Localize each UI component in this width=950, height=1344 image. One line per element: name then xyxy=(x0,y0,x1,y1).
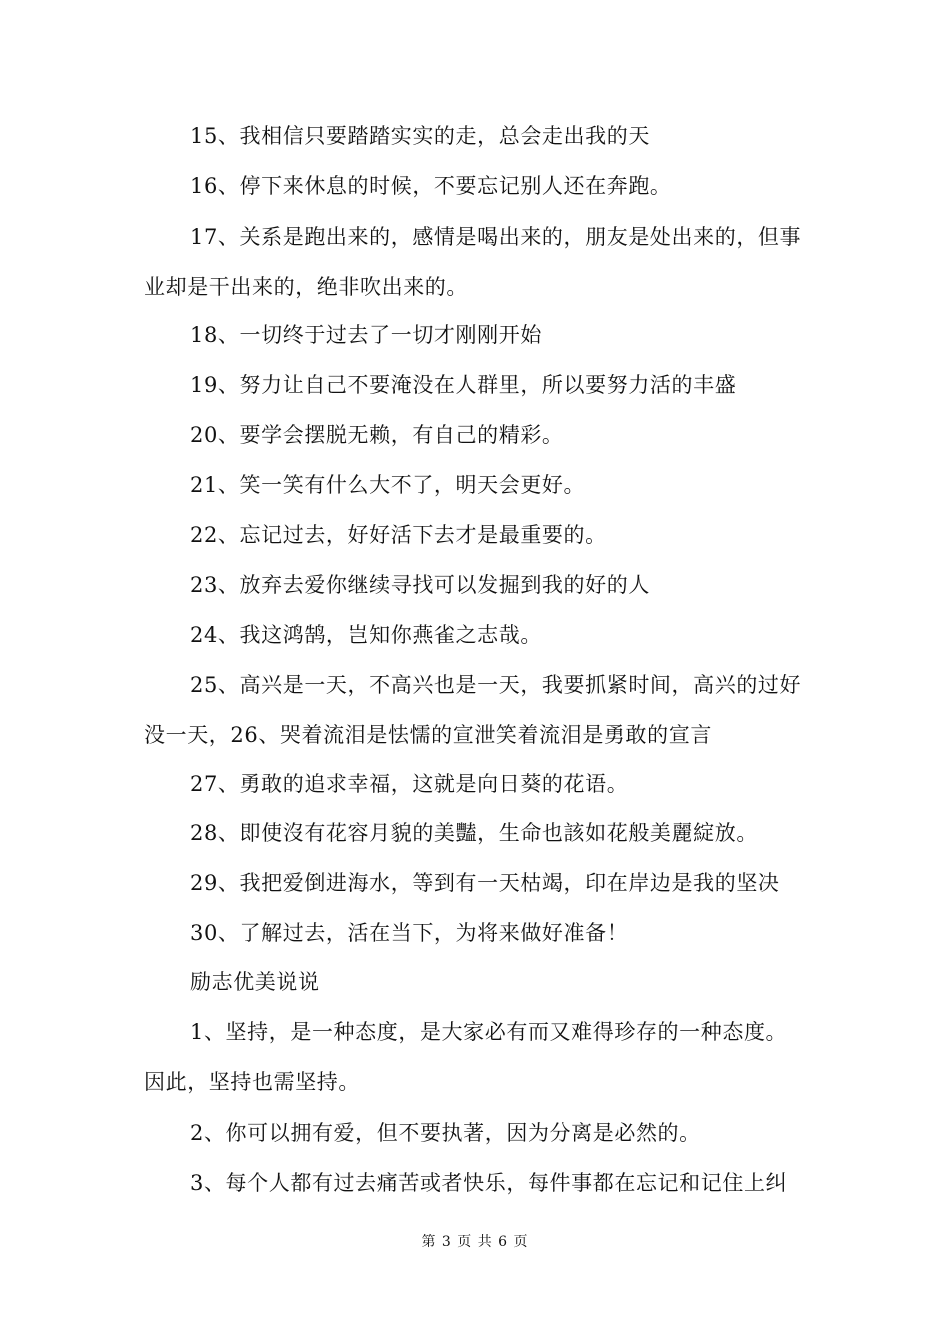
text-line-18: 18、一切终于过去了一切才刚刚开始 xyxy=(190,323,542,347)
text-line-24: 24、我这鸿鹄，岂知你燕雀之志哉。 xyxy=(190,623,542,647)
text-line-27: 27、勇敢的追求幸福，这就是向日葵的花语。 xyxy=(190,772,629,796)
section-heading: 励志优美说说 xyxy=(190,970,320,994)
text-line-19: 19、努力让自己不要淹没在人群里，所以要努力活的丰盛 xyxy=(190,373,737,397)
text-line-16: 16、停下来休息的时候，不要忘记别人还在奔跑。 xyxy=(190,174,672,198)
text-line-25-end: 没一天，26、哭着流泪是怯懦的宣泄笑着流泪是勇敢的宣言 xyxy=(144,723,712,747)
text-line-20: 20、要学会摆脱无赖，有自己的精彩。 xyxy=(190,423,564,447)
text-line-25-start: 25、高兴是一天，不高兴也是一天，我要抓紧时间，高兴的过好 xyxy=(190,673,802,697)
text-line-15: 15、我相信只要踏踏实实的走，总会走出我的天 xyxy=(190,124,650,148)
text-line-23: 23、放弃去爱你继续寻找可以发掘到我的好的人 xyxy=(190,573,650,597)
page-number-footer: 第 3 页 共 6 页 xyxy=(421,1234,529,1250)
text-line-21: 21、笑一笑有什么大不了，明天会更好。 xyxy=(190,473,586,497)
text-line-1-start: 1、坚持，是一种态度，是大家必有而又难得珍存的一种态度。 xyxy=(190,1020,788,1044)
text-line-28: 28、即使沒有花容月貌的美豔，生命也該如花般美麗綻放。 xyxy=(190,821,758,845)
text-line-1-end: 因此，坚持也需坚持。 xyxy=(144,1070,360,1094)
text-line-17-end: 业却是干出来的，绝非吹出来的。 xyxy=(144,275,468,299)
text-line-3: 3、每个人都有过去痛苦或者快乐，每件事都在忘记和记住上纠 xyxy=(190,1171,788,1195)
text-line-22: 22、忘记过去，好好活下去才是最重要的。 xyxy=(190,523,607,547)
text-line-2: 2、你可以拥有爱，但不要执著，因为分离是必然的。 xyxy=(190,1121,701,1145)
text-line-29: 29、我把爱倒进海水，等到有一天枯竭，印在岸边是我的坚决 xyxy=(190,871,780,895)
text-line-17-start: 17、关系是跑出来的，感情是喝出来的，朋友是处出来的，但事 xyxy=(190,225,802,249)
text-line-30: 30、了解过去，活在当下，为将来做好准备！ xyxy=(190,921,629,945)
